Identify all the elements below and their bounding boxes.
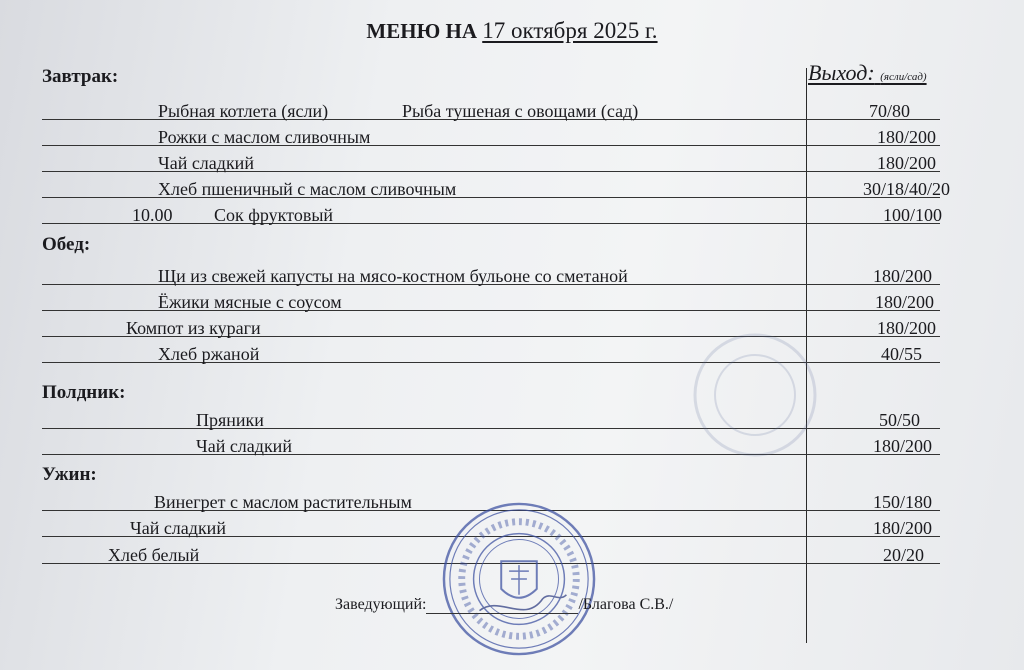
section-breakfast: Завтрак: xyxy=(42,66,119,87)
portion-value: 70/80 xyxy=(868,101,910,121)
portion-value: 50/50 xyxy=(878,410,920,430)
section-snack: Полдник: xyxy=(42,382,126,403)
portion-value: 180/200 xyxy=(872,518,932,538)
signature-blank xyxy=(426,599,578,614)
output-header-label: Выход: xyxy=(808,60,875,85)
portion-value: 180/200 xyxy=(876,153,936,173)
portion-value: 150/180 xyxy=(872,492,932,512)
dish-name: Рыбная котлета (ясли) xyxy=(158,101,329,121)
menu-row xyxy=(42,205,940,224)
dish-name-alt: Рыба тушеная с овощами (сад) xyxy=(402,101,639,121)
dish-name: Компот из кураги xyxy=(126,318,261,338)
output-header xyxy=(808,60,927,86)
title-prefix: МЕНЮ НА xyxy=(366,19,477,43)
dish-name: Сок фруктовый xyxy=(214,205,334,225)
menu-row xyxy=(42,292,940,311)
signature-label: Заведующий: xyxy=(335,596,427,613)
dish-name: Чай сладкий xyxy=(196,436,292,456)
dish-name: Рожки с маслом сливочным xyxy=(158,127,371,147)
dish-time: 10.00 xyxy=(132,205,173,225)
dish-name: Винегрет с маслом растительным xyxy=(154,492,412,512)
section-dinner: Ужин: xyxy=(42,464,97,485)
official-seal xyxy=(440,500,598,658)
portion-value: 180/200 xyxy=(876,127,936,147)
dish-name: Хлеб пшеничный с маслом сливочным xyxy=(158,179,457,199)
portion-value: 180/200 xyxy=(872,436,932,456)
dish-name: Чай сладкий xyxy=(158,153,254,173)
portion-value: 180/200 xyxy=(874,292,934,312)
signature-line xyxy=(335,596,673,614)
dish-name: Щи из свежей капусты на мясо-костном бульоне со сметаной xyxy=(158,266,628,286)
portion-value: 180/200 xyxy=(872,266,932,286)
menu-row xyxy=(42,153,940,172)
title-date: 17 октября 2025 г. xyxy=(482,18,658,43)
portion-value: 40/55 xyxy=(880,344,922,364)
section-lunch: Обед: xyxy=(42,234,91,255)
signature-name: /Благова С.В./ xyxy=(578,596,674,613)
faded-stamp xyxy=(690,330,820,460)
page-title xyxy=(0,18,1024,44)
output-header-sub: (ясли/сад) xyxy=(880,71,927,83)
dish-name: Хлеб ржаной xyxy=(158,344,260,364)
menu-row xyxy=(42,266,940,285)
portion-value: 180/200 xyxy=(876,318,936,338)
dish-name: Чай сладкий xyxy=(130,518,226,538)
menu-row xyxy=(42,101,940,120)
menu-row xyxy=(42,127,940,146)
portion-value: 20/20 xyxy=(882,545,924,565)
portion-value: 100/100 xyxy=(882,205,942,225)
dish-name: Хлеб белый xyxy=(108,545,200,565)
dish-name: Ёжики мясные с соусом xyxy=(158,292,342,312)
menu-row xyxy=(42,179,950,199)
portion-value: 30/18/40/20 xyxy=(862,179,950,199)
dish-name: Пряники xyxy=(196,410,264,430)
